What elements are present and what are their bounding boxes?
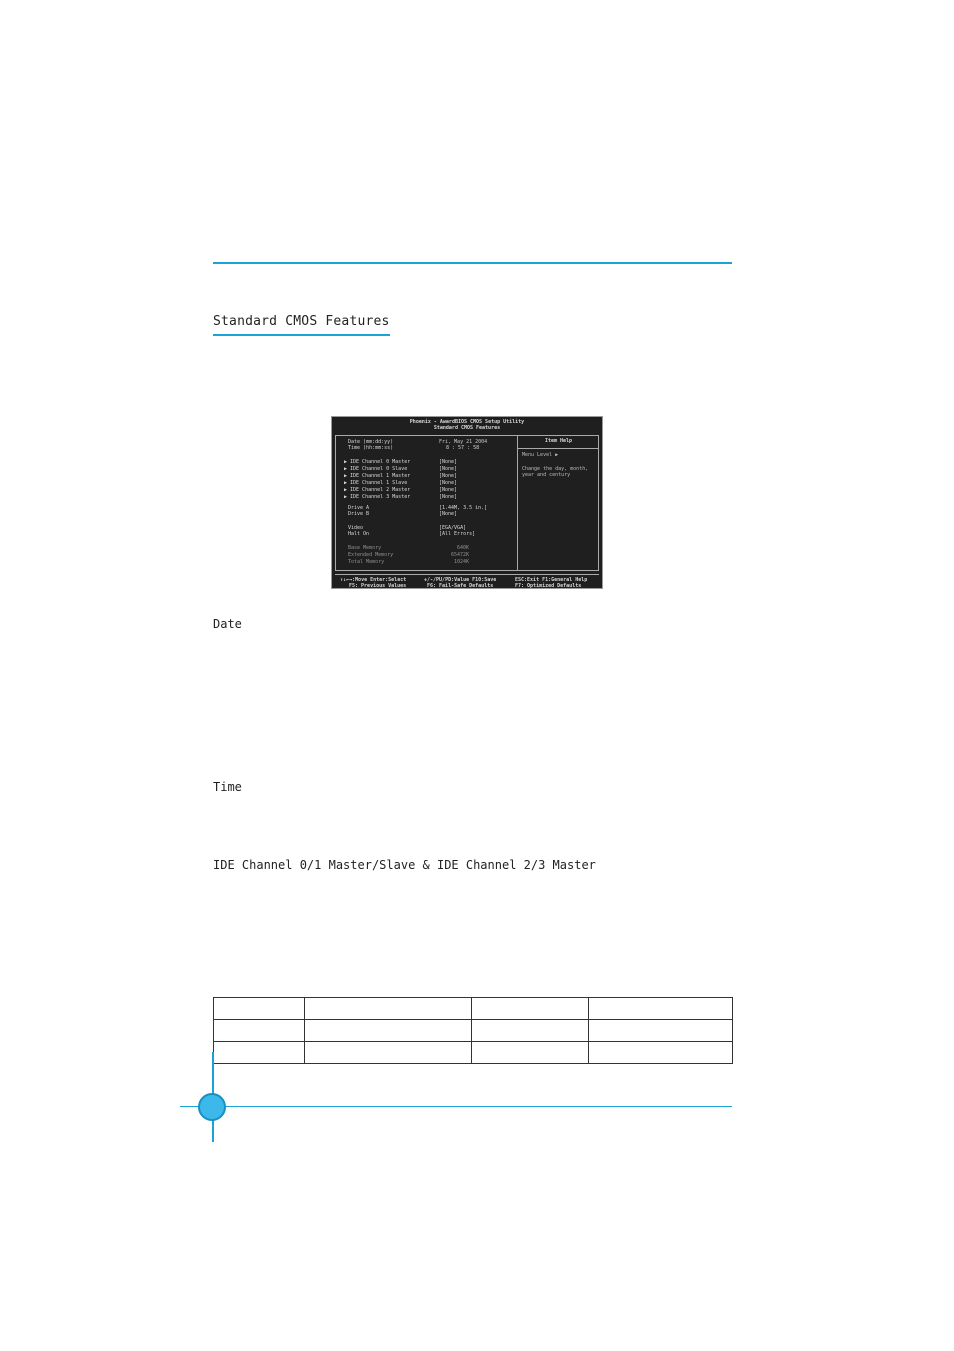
bios-main-frame xyxy=(335,435,599,571)
bios-row-time[interactable]: Time (hh:mm:ss) xyxy=(348,445,394,451)
bios-row-date[interactable]: Date (mm:dd:yy) xyxy=(348,439,394,445)
table-cell xyxy=(589,1042,733,1064)
bios-row-extended-memory: Extended Memory xyxy=(348,552,394,558)
heading-date: Date xyxy=(213,617,242,631)
bios-footer-f6: F6: Fail-Safe Defaults xyxy=(427,583,494,589)
table-cell xyxy=(304,1042,472,1064)
bios-value-drive-b[interactable]: [None] xyxy=(439,511,458,517)
bios-help-panel xyxy=(522,452,598,478)
heading-ide-channels: IDE Channel 0/1 Master/Slave & IDE Channel 2/3 Master xyxy=(213,858,596,872)
table-cell xyxy=(589,998,733,1020)
bios-row-ide2m[interactable]: ▶ IDE Channel 2 Master xyxy=(344,487,411,493)
table-cell xyxy=(589,1020,733,1042)
bios-value-ide3m[interactable]: [None] xyxy=(439,494,458,500)
table-cell xyxy=(304,998,472,1020)
bios-value-drive-a[interactable]: [1.44M, 3.5 in.] xyxy=(439,505,488,511)
footer-rule xyxy=(180,1106,732,1107)
bios-value-ide1s[interactable]: [None] xyxy=(439,480,458,486)
table-cell xyxy=(472,1042,589,1064)
top-rule xyxy=(213,262,732,264)
bios-footer xyxy=(335,574,599,588)
bios-footer-value: +/-/PU/PD:Value F10:Save xyxy=(424,577,497,583)
page-marker-circle xyxy=(198,1093,226,1121)
bios-row-total-memory: Total Memory xyxy=(348,559,385,565)
table-cell xyxy=(304,1020,472,1042)
bios-title-line1: Phoenix - AwardBIOS CMOS Setup Utility xyxy=(409,419,525,425)
table-cell xyxy=(214,1042,305,1064)
bios-help-text: Change the day, month, year and century xyxy=(522,466,589,478)
bios-footer-exit: ESC:Exit F1:General Help xyxy=(515,577,588,583)
bios-footer-f7: F7: Optimized Defaults xyxy=(515,583,582,589)
table-row xyxy=(214,998,733,1020)
bios-row-ide0m[interactable]: ▶ IDE Channel 0 Master xyxy=(344,459,411,465)
bios-value-halt-on[interactable]: [All Errors] xyxy=(439,531,476,537)
bios-row-halt-on[interactable]: Halt On xyxy=(348,531,370,537)
bios-value-base-memory: 640K xyxy=(457,545,470,551)
bios-value-ide0s[interactable]: [None] xyxy=(439,466,458,472)
bios-value-time[interactable]: 8 : 57 : 58 xyxy=(446,445,480,451)
table-row xyxy=(214,1020,733,1042)
bios-footer-f5: F5: Previous Values xyxy=(349,583,407,589)
bios-row-ide1s[interactable]: ▶ IDE Channel 1 Slave xyxy=(344,480,408,486)
bios-row-video[interactable]: Video xyxy=(348,525,364,531)
bios-value-date[interactable]: Fri, May 21 2004 xyxy=(439,439,488,445)
table-cell xyxy=(214,998,305,1020)
bios-screenshot xyxy=(331,416,603,589)
bios-row-base-memory: Base Memory xyxy=(348,545,382,551)
bios-row-ide0s[interactable]: ▶ IDE Channel 0 Slave xyxy=(344,466,408,472)
bios-value-ide1m[interactable]: [None] xyxy=(439,473,458,479)
table-cell xyxy=(472,998,589,1020)
bios-row-ide3m[interactable]: ▶ IDE Channel 3 Master xyxy=(344,494,411,500)
table-cell xyxy=(472,1020,589,1042)
bios-help-header: Item Help xyxy=(518,436,599,449)
bios-value-total-memory: 1024K xyxy=(454,559,470,565)
bios-footer-move: ↑↓←→:Move Enter:Select xyxy=(340,577,407,583)
bios-value-extended-memory: 65472K xyxy=(451,552,470,558)
bios-value-video[interactable]: [EGA/VGA] xyxy=(439,525,467,531)
bios-title-line2: Standard CMOS Features xyxy=(433,425,501,431)
bios-divider xyxy=(517,436,518,570)
table-row xyxy=(214,1042,733,1064)
bios-value-ide2m[interactable]: [None] xyxy=(439,487,458,493)
bios-row-drive-b[interactable]: Drive B xyxy=(348,511,370,517)
section-title: Standard CMOS Features xyxy=(213,314,390,336)
bios-row-drive-a[interactable]: Drive A xyxy=(348,505,370,511)
bios-help-menu-level: Menu Level ▶ xyxy=(522,452,559,458)
table-cell xyxy=(214,1020,305,1042)
bios-value-ide0m[interactable]: [None] xyxy=(439,459,458,465)
bios-title xyxy=(332,419,602,431)
settings-table xyxy=(213,997,733,1064)
heading-time: Time xyxy=(213,780,242,794)
bios-row-ide1m[interactable]: ▶ IDE Channel 1 Master xyxy=(344,473,411,479)
